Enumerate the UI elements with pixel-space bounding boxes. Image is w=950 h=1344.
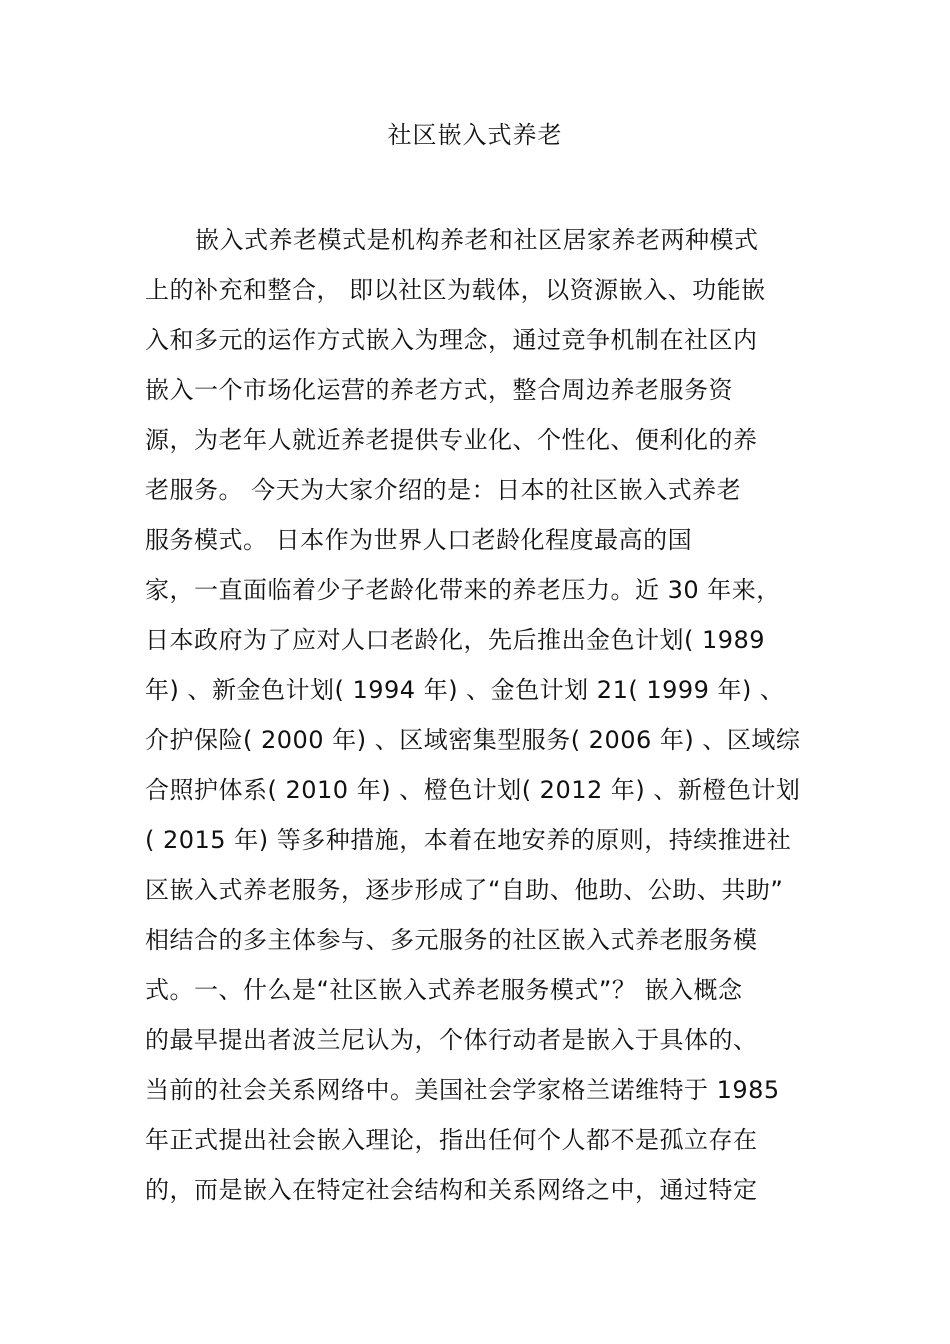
body-line: 的最早提出者波兰尼认为，个体行动者是嵌入于具体的、 [145, 1026, 758, 1054]
body-line: 家，一直面临着少子老龄化带来的养老压力。近 30 年来， [145, 576, 781, 604]
body-line: 当前的社会关系网络中。美国社会学家格兰诺维特于 1985 [145, 1076, 780, 1104]
body-line: 源，为老年人就近养老提供专业化、个性化、便利化的养 [145, 426, 758, 454]
body-line: 上的补充和整合， 即以社区为载体，以资源嵌入、功能嵌 [145, 276, 766, 304]
body-line: 年) 、新金色计划( 1994 年) 、金色计划 21( 1999 年) 、 [145, 676, 785, 704]
body-line: 合照护体系( 2010 年) 、橙色计划( 2012 年) 、新橙色计划 [145, 776, 801, 804]
body-line: 相结合的多主体参与、多元服务的社区嵌入式养老服务模 [145, 926, 758, 954]
body-line: 嵌入一个市场化运营的养老方式，整合周边养老服务资 [145, 376, 733, 404]
body-line: 式。一、什么是“社区嵌入式养老服务模式”？ 嵌入概念 [145, 976, 743, 1004]
body-line: 入和多元的运作方式嵌入为理念，通过竞争机制在社区内 [145, 326, 758, 354]
body-line: ( 2015 年) 等多种措施，本着在地安养的原则，持续推进社 [145, 826, 792, 854]
body-line: 的，而是嵌入在特定社会结构和关系网络之中，通过特定 [145, 1176, 758, 1204]
document-body [145, 215, 825, 1215]
body-line: 年正式提出社会嵌入理论，指出任何个人都不是孤立存在 [145, 1126, 758, 1154]
body-line: 区嵌入式养老服务，逐步形成了“自助、他助、公助、共助” [145, 876, 784, 904]
body-line: 日本政府为了应对人口老龄化，先后推出金色计划( 1989 [145, 626, 766, 654]
body-line: 介护保险( 2000 年) 、区域密集型服务( 2006 年) 、区域综 [145, 726, 801, 754]
body-line: 嵌入式养老模式是机构养老和社区居家养老两种模式 [195, 226, 759, 254]
document-title: 社区嵌入式养老 [387, 121, 563, 149]
body-line: 老服务。 今天为大家介绍的是：日本的社区嵌入式养老 [145, 476, 742, 504]
body-line: 服务模式。 日本作为世界人口老龄化程度最高的国 [145, 526, 693, 554]
